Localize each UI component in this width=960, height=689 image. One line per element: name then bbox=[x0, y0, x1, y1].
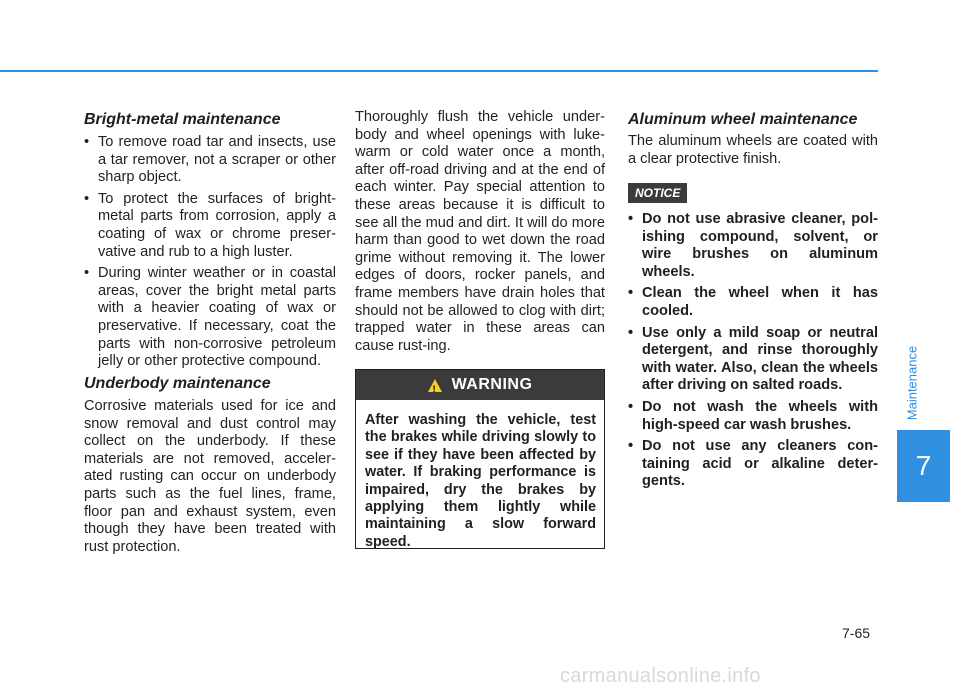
section-label-text: Maintenance bbox=[904, 345, 920, 421]
chapter-tab: 7 bbox=[897, 430, 950, 502]
list-item: • To remove road tar and insects, use a tar remover, not a scraper or other sharp object. bbox=[84, 134, 336, 187]
warning-box bbox=[355, 369, 605, 549]
list-item: • Do not use abrasive cleaner, pol-ishing compound, solvent, or wire brushes on aluminum wheels. bbox=[628, 211, 878, 281]
notice-badge: NOTICE bbox=[628, 183, 687, 203]
aluminum-wheel-paragraph: The aluminum wheels are coated with a clear protective finish. bbox=[628, 133, 878, 167]
list-item: • To protect the surfaces of bright-metal parts from corrosion, apply a coating of wax or chrome preser-vative and rub to a high luster. bbox=[84, 191, 336, 261]
underbody-heading: Underbody maintenance bbox=[84, 375, 271, 392]
warning-title: WARNING bbox=[451, 376, 533, 394]
list-item: • Do not use any cleaners con-taining acid or alkaline deter-gents. bbox=[628, 438, 878, 491]
warning-triangle-icon: ! bbox=[428, 379, 442, 392]
notice-list bbox=[628, 211, 878, 495]
list-item: • Clean the wheel when it has cooled. bbox=[628, 285, 878, 320]
bright-metal-list bbox=[84, 134, 336, 375]
list-item: • During winter weather or in coastal areas, cover the bright metal parts with a heavier coating of wax or preservative. If necessary, coat the parts with non-corrosive petroleum jelly or other protective compound. bbox=[84, 265, 336, 371]
list-item: • Do not wash the wheels with high-speed car wash brushes. bbox=[628, 399, 878, 434]
aluminum-wheel-heading: Aluminum wheel maintenance bbox=[628, 111, 858, 128]
page-number: 7-65 bbox=[842, 625, 871, 641]
section-side-label bbox=[900, 343, 920, 423]
bright-metal-heading: Bright-metal maintenance bbox=[84, 111, 281, 128]
flush-paragraph: Thoroughly flush the vehicle under-body and wheel openings with luke-warm or cold water once a month, after off-road driving and at the end of each winter. Pay special attention to these areas because it is difficult to see all the mud and dirt. It will do more harm than good to wet down the road grime without removing it. The lower edges of doors, rocker panels, and frame members have drain holes that should not be allowed to clog with dirt; trapped water in these areas can cause rust-ing. bbox=[355, 109, 605, 354]
list-item: • Use only a mild soap or neutral detergent, and rinse thoroughly with water. Also, clean the wheels after driving on salted roads. bbox=[628, 325, 878, 395]
warning-header bbox=[356, 370, 604, 400]
warning-text: After washing the vehicle, test the brakes while driving slowly to see if they have been affected by water. If braking performance is impaired, dry the brakes by applying them lightly while maintaining a slow forward speed. bbox=[365, 412, 596, 550]
underbody-paragraph: Corrosive materials used for ice and snow removal and dust control may collect on the underbody. If these materials are not removed, acceler-ated rusting can occur on underbody parts such as the fuel lines, frame, floor pan and exhaust system, even though they have been treated with rust protection. bbox=[84, 398, 336, 555]
header-rule bbox=[0, 70, 878, 72]
watermark: carmanualsonline.info bbox=[560, 665, 761, 687]
